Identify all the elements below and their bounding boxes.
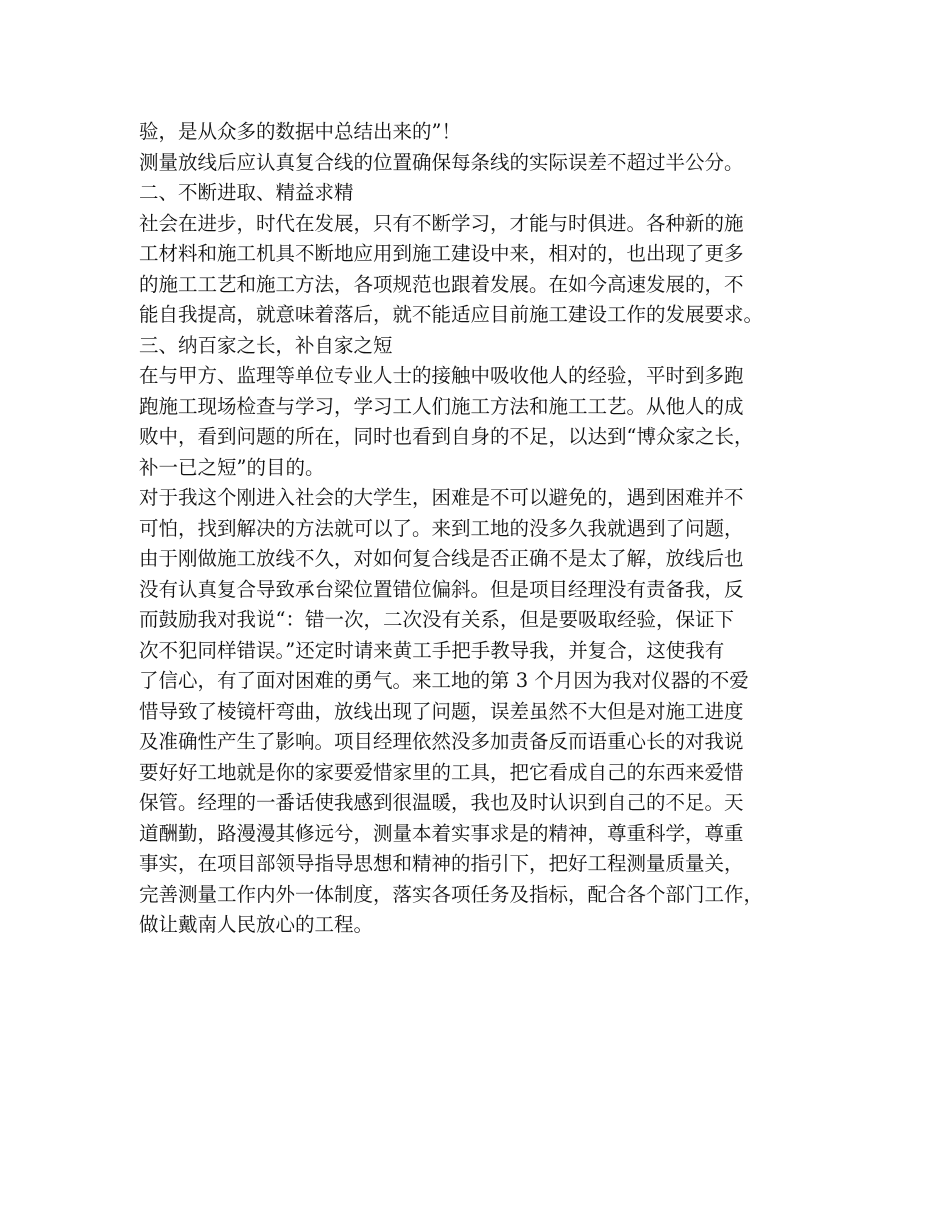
section-heading: 三、纳百家之长，补自家之短 — [139, 333, 393, 357]
text-line: 可怕，找到解决的方法就可以了。来到工地的没多久我就遇到了问题， — [139, 516, 744, 540]
text-line: 能自我提高，就意味着落后，就不能适应目前施工建设工作的发展要求。 — [139, 303, 764, 326]
text-line: 测量放线后应认真复合线的位置确保每条线的实际误差不超过半公分。 — [139, 150, 744, 174]
text-line: 而鼓励我对我说“：错一次，二次没有关系，但是要吸取经验，保证下 — [139, 608, 734, 631]
text-line: 完善测量工作内外一体制度，落实各项任务及指标，配合各个部门工作， — [139, 882, 764, 906]
text-line: 验，是从众多的数据中总结出来的”！ — [139, 120, 461, 143]
text-line: 及准确性产生了影响。项目经理依然没多加责备反而语重心长的对我说 — [139, 730, 744, 753]
text-line: 事实，在项目部领导指导思想和精神的指引下，把好工程测量质量关， — [139, 852, 744, 875]
text-line: 惜导致了棱镜杆弯曲，放线出现了问题，误差虽然不大但是对施工进度 — [139, 699, 744, 723]
text-line: 由于刚做施工放线不久，对如何复合线是否正确不是太了解，放线后也 — [139, 547, 744, 570]
text-line: 跑施工现场检查与学习，学习工人们施工方法和施工工艺。从他人的成 — [139, 394, 744, 418]
text-line: 社会在进步，时代在发展，只有不断学习，才能与时俱进。各种新的施 — [139, 211, 744, 235]
text-line: 次不犯同样错误。”还定时请来黄工手把手教导我，并复合，这使我有 — [139, 638, 725, 662]
text-line: 补一已之短”的目的。 — [139, 455, 325, 479]
text-line: 对于我这个刚进入社会的大学生，困难是不可以避免的，遇到困难并不 — [139, 486, 744, 509]
section-heading: 二、不断进取、精益求精 — [139, 181, 354, 204]
text-line: 保管。经理的一番话使我感到很温暖，我也及时认识到自己的不足。天 — [139, 791, 744, 814]
text-line: 道酬勤，路漫漫其修远兮，测量本着实事求是的精神，尊重科学，尊重 — [139, 821, 744, 845]
text-line: 做让戴南人民放心的工程。 — [139, 913, 374, 936]
text-line: 的施工工艺和施工方法，各项规范也跟着发展。在如今高速发展的，不 — [139, 272, 744, 296]
text-line: 在与甲方、监理等单位专业人士的接触中吸收他人的经验，平时到多跑 — [139, 364, 744, 387]
text-line: 要好好工地就是你的家要爱惜家里的工具，把它看成自己的东西来爱惜 — [139, 760, 744, 784]
text-line: 了信心，有了面对困难的勇气。来工地的第 3 个月因为我对仪器的不爱 — [139, 669, 749, 692]
text-line: 没有认真复合导致承台梁位置错位偏斜。但是项目经理没有责备我，反 — [139, 577, 744, 601]
text-line: 工材料和施工机具不断地应用到施工建设中来，相对的，也出现了更多 — [139, 242, 744, 265]
document-body — [139, 117, 829, 941]
text-line: 败中，看到问题的所在，同时也看到自身的不足，以达到“博众家之长， — [139, 425, 754, 448]
